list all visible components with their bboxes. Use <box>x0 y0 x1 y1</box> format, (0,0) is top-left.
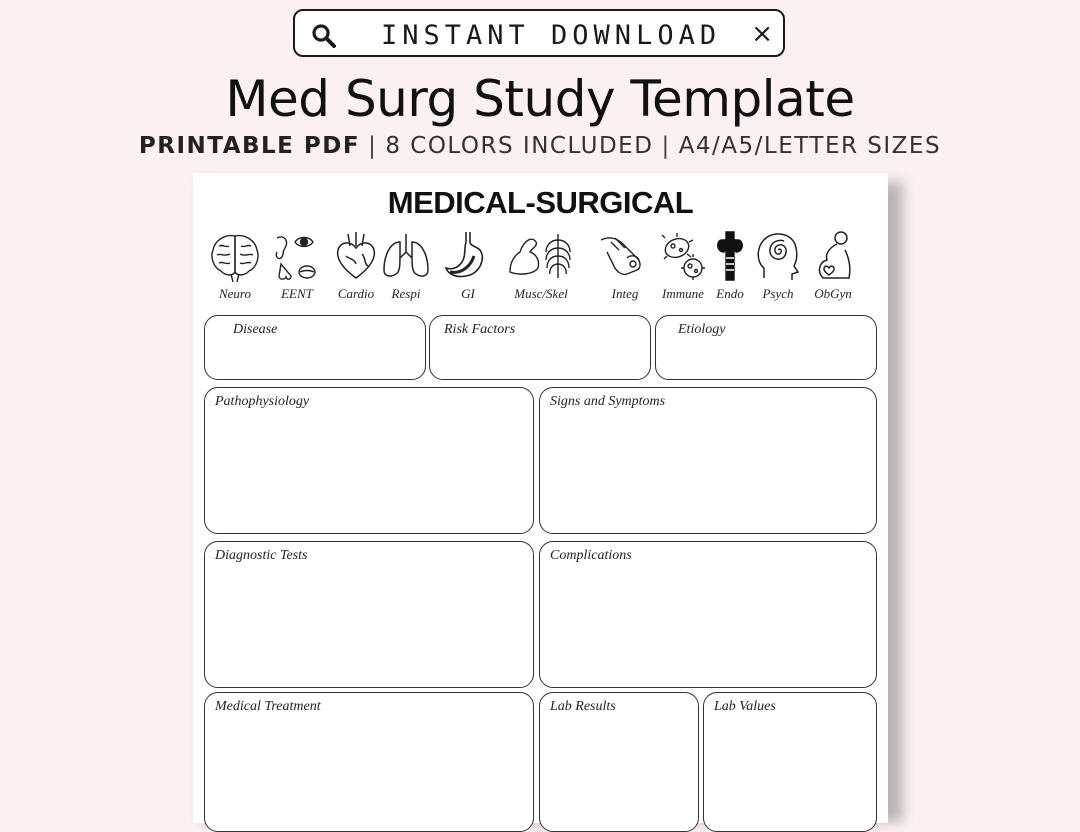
template-sheet <box>193 173 888 823</box>
system-label: EENT <box>281 286 313 301</box>
system-integ <box>595 228 655 302</box>
risk-factors-label: Risk Factors <box>444 322 516 337</box>
close-icon: × <box>751 19 773 49</box>
arm-ribcage-icon <box>505 228 577 284</box>
system-psych <box>748 228 808 302</box>
system-label: Neuro <box>218 286 252 301</box>
lungs-icon <box>376 228 436 284</box>
subtitle-sizes: A4/A5/LETTER SIZES <box>678 133 942 159</box>
lab-values-label: Lab Values <box>714 699 776 714</box>
system-neuro <box>205 228 265 302</box>
lab-results-box <box>539 692 699 832</box>
banner-text: INSTANT DOWNLOAD <box>381 20 722 51</box>
etiology-box <box>655 315 877 380</box>
lab-values-box <box>703 692 877 832</box>
disease-label: Disease <box>233 322 278 337</box>
pregnant-figure-icon <box>803 228 863 284</box>
etiology-label: Etiology <box>678 322 726 337</box>
diagnostic-tests-box <box>204 541 534 688</box>
pathophysiology-label: Pathophysiology <box>215 394 310 409</box>
system-respi <box>376 228 436 302</box>
complications-box <box>539 541 877 688</box>
signs-symptoms-label: Signs and Symptoms <box>550 394 666 409</box>
head-spiral-icon <box>748 228 808 284</box>
stomach-icon <box>438 228 498 284</box>
signs-symptoms-box <box>539 387 877 534</box>
skin-hand-icon <box>595 228 655 284</box>
system-label: Integ <box>611 286 639 301</box>
brain-icon <box>205 228 265 284</box>
system-obgyn <box>803 228 863 302</box>
medical-treatment-box <box>204 692 534 832</box>
system-label: Endo <box>716 286 744 301</box>
disease-box <box>204 315 426 380</box>
system-label: Cardio <box>337 286 375 301</box>
system-label: Immune <box>662 286 704 301</box>
risk-factors-box <box>429 315 651 380</box>
system-label: Psych <box>762 286 794 301</box>
system-label: Respi <box>391 286 421 301</box>
page-title: Med Surg Study Template <box>225 70 855 128</box>
sheet-title: MEDICAL-SURGICAL <box>387 185 694 220</box>
subtitle-separator: | <box>368 133 378 159</box>
subtitle-colors: 8 COLORS INCLUDED <box>385 133 654 159</box>
lab-results-label: Lab Results <box>550 699 616 714</box>
system-label: Musc/Skel <box>514 286 568 301</box>
medical-treatment-label: Medical Treatment <box>215 699 321 714</box>
diagnostic-tests-label: Diagnostic Tests <box>215 548 308 563</box>
instant-download-banner <box>293 9 785 57</box>
system-label: GI <box>461 286 475 301</box>
subtitle-separator: | <box>661 133 671 159</box>
system-eent <box>267 228 327 302</box>
system-gi <box>438 228 498 302</box>
search-icon <box>311 23 337 53</box>
system-musc-skel <box>505 228 577 302</box>
product-subtitle <box>0 133 1080 159</box>
system-label: ObGyn <box>814 286 852 301</box>
pathophysiology-box <box>204 387 534 534</box>
complications-label: Complications <box>550 548 632 563</box>
subtitle-format: PRINTABLE PDF <box>138 133 361 159</box>
ear-eye-nose-mouth-icon <box>267 228 327 284</box>
